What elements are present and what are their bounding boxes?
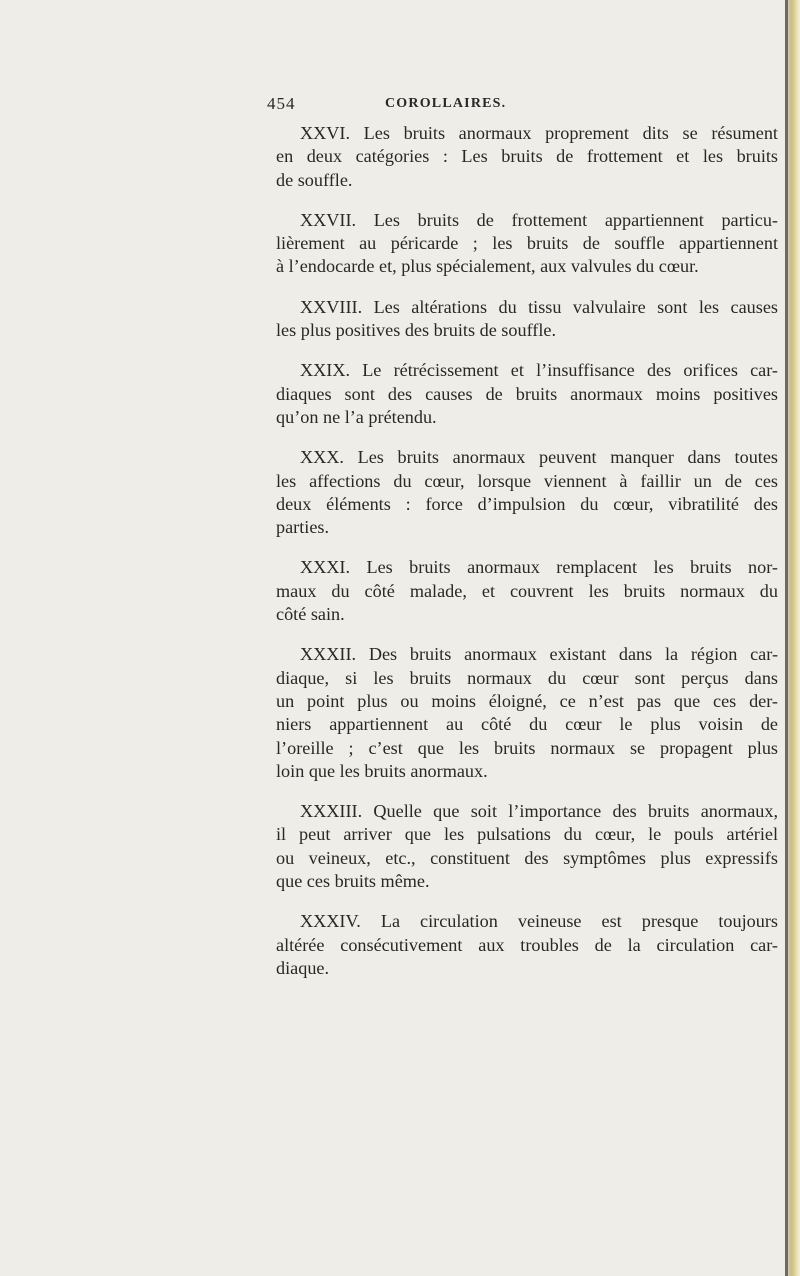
text-line: XXVI. Les bruits anormaux proprement dits se résument: [300, 123, 778, 143]
paragraph: [276, 122, 778, 192]
text-line: à l’endocarde et, plus spécialement, aux valvules du cœur.: [276, 256, 699, 277]
text-line: lièrement au péricarde ; les bruits de souffle appartiennent: [276, 233, 778, 254]
text-line: XXVIII. Les altérations du tissu valvulaire sont les causes: [300, 296, 778, 317]
paragraph: [276, 446, 778, 539]
text-line: diaque, si les bruits normaux du cœur sont perçus dans: [276, 667, 778, 688]
text-line: XXVII. Les bruits de frottement appartiennent particu-: [300, 209, 778, 230]
binding-line: [785, 0, 788, 1276]
text-line: loin que les bruits anormaux.: [276, 760, 488, 781]
text-line: niers appartiennent au côté du cœur le plus voisin de: [276, 714, 778, 735]
text-line: il peut arriver que les pulsations du cœur, le pouls artériel: [276, 824, 778, 845]
body-text: [276, 122, 778, 997]
page-number: 454: [267, 94, 296, 113]
text-line: les plus positives des bruits de souffle.: [276, 320, 557, 341]
paragraph: [276, 296, 778, 343]
paragraph: [276, 209, 778, 279]
text-line: XXXII. Des bruits anormaux existant dans la région car-: [300, 644, 778, 665]
text-line: XXXI. Les bruits anormaux remplacent les bruits nor-: [300, 557, 778, 578]
page-header: [0, 94, 800, 118]
paragraph: [276, 556, 778, 626]
text-line: que ces bruits même.: [276, 871, 430, 892]
paragraph: [276, 910, 778, 980]
paragraph: [276, 359, 778, 429]
paragraph: [276, 643, 778, 783]
text-line: les affections du cœur, lorsque viennent à faillir un de ces: [276, 470, 778, 491]
page-edge: [786, 0, 800, 1276]
text-line: ou veineux, etc., constituent des symptômes plus expressifs: [276, 847, 778, 868]
text-line: XXX. Les bruits anormaux peuvent manquer dans toutes: [300, 447, 778, 468]
text-line: diaques sont des causes de bruits anormaux moins positives: [276, 383, 778, 404]
text-line: maux du côté malade, et couvrent les bruits normaux du: [276, 580, 778, 601]
text-line: qu’on ne l’a prétendu.: [276, 406, 437, 427]
text-line: côté sain.: [276, 604, 345, 625]
text-line: XXXIII. Quelle que soit l’importance des bruits anormaux,: [300, 801, 778, 822]
text-line: altérée consécutivement aux troubles de la circulation car-: [276, 934, 778, 955]
text-line: XXIX. Le rétrécissement et l’insuffisance des orifices car-: [300, 360, 778, 381]
text-line: deux éléments : force d’impulsion du cœur, vibratilité des: [276, 493, 778, 514]
text-line: un point plus ou moins éloigné, ce n’est pas que ces der-: [276, 690, 778, 711]
running-head: COROLLAIRES.: [385, 96, 507, 111]
text-line: parties.: [276, 517, 330, 538]
text-line: en deux catégories : Les bruits de frottement et les bruits: [276, 146, 778, 167]
text-line: diaque.: [276, 957, 330, 978]
paragraph: [276, 800, 778, 893]
text-line: XXXIV. La circulation veineuse est presque toujours: [300, 911, 778, 932]
text-line: l’oreille ; c’est que les bruits normaux se propagent plus: [276, 737, 778, 758]
text-line: de souffle.: [276, 169, 353, 190]
